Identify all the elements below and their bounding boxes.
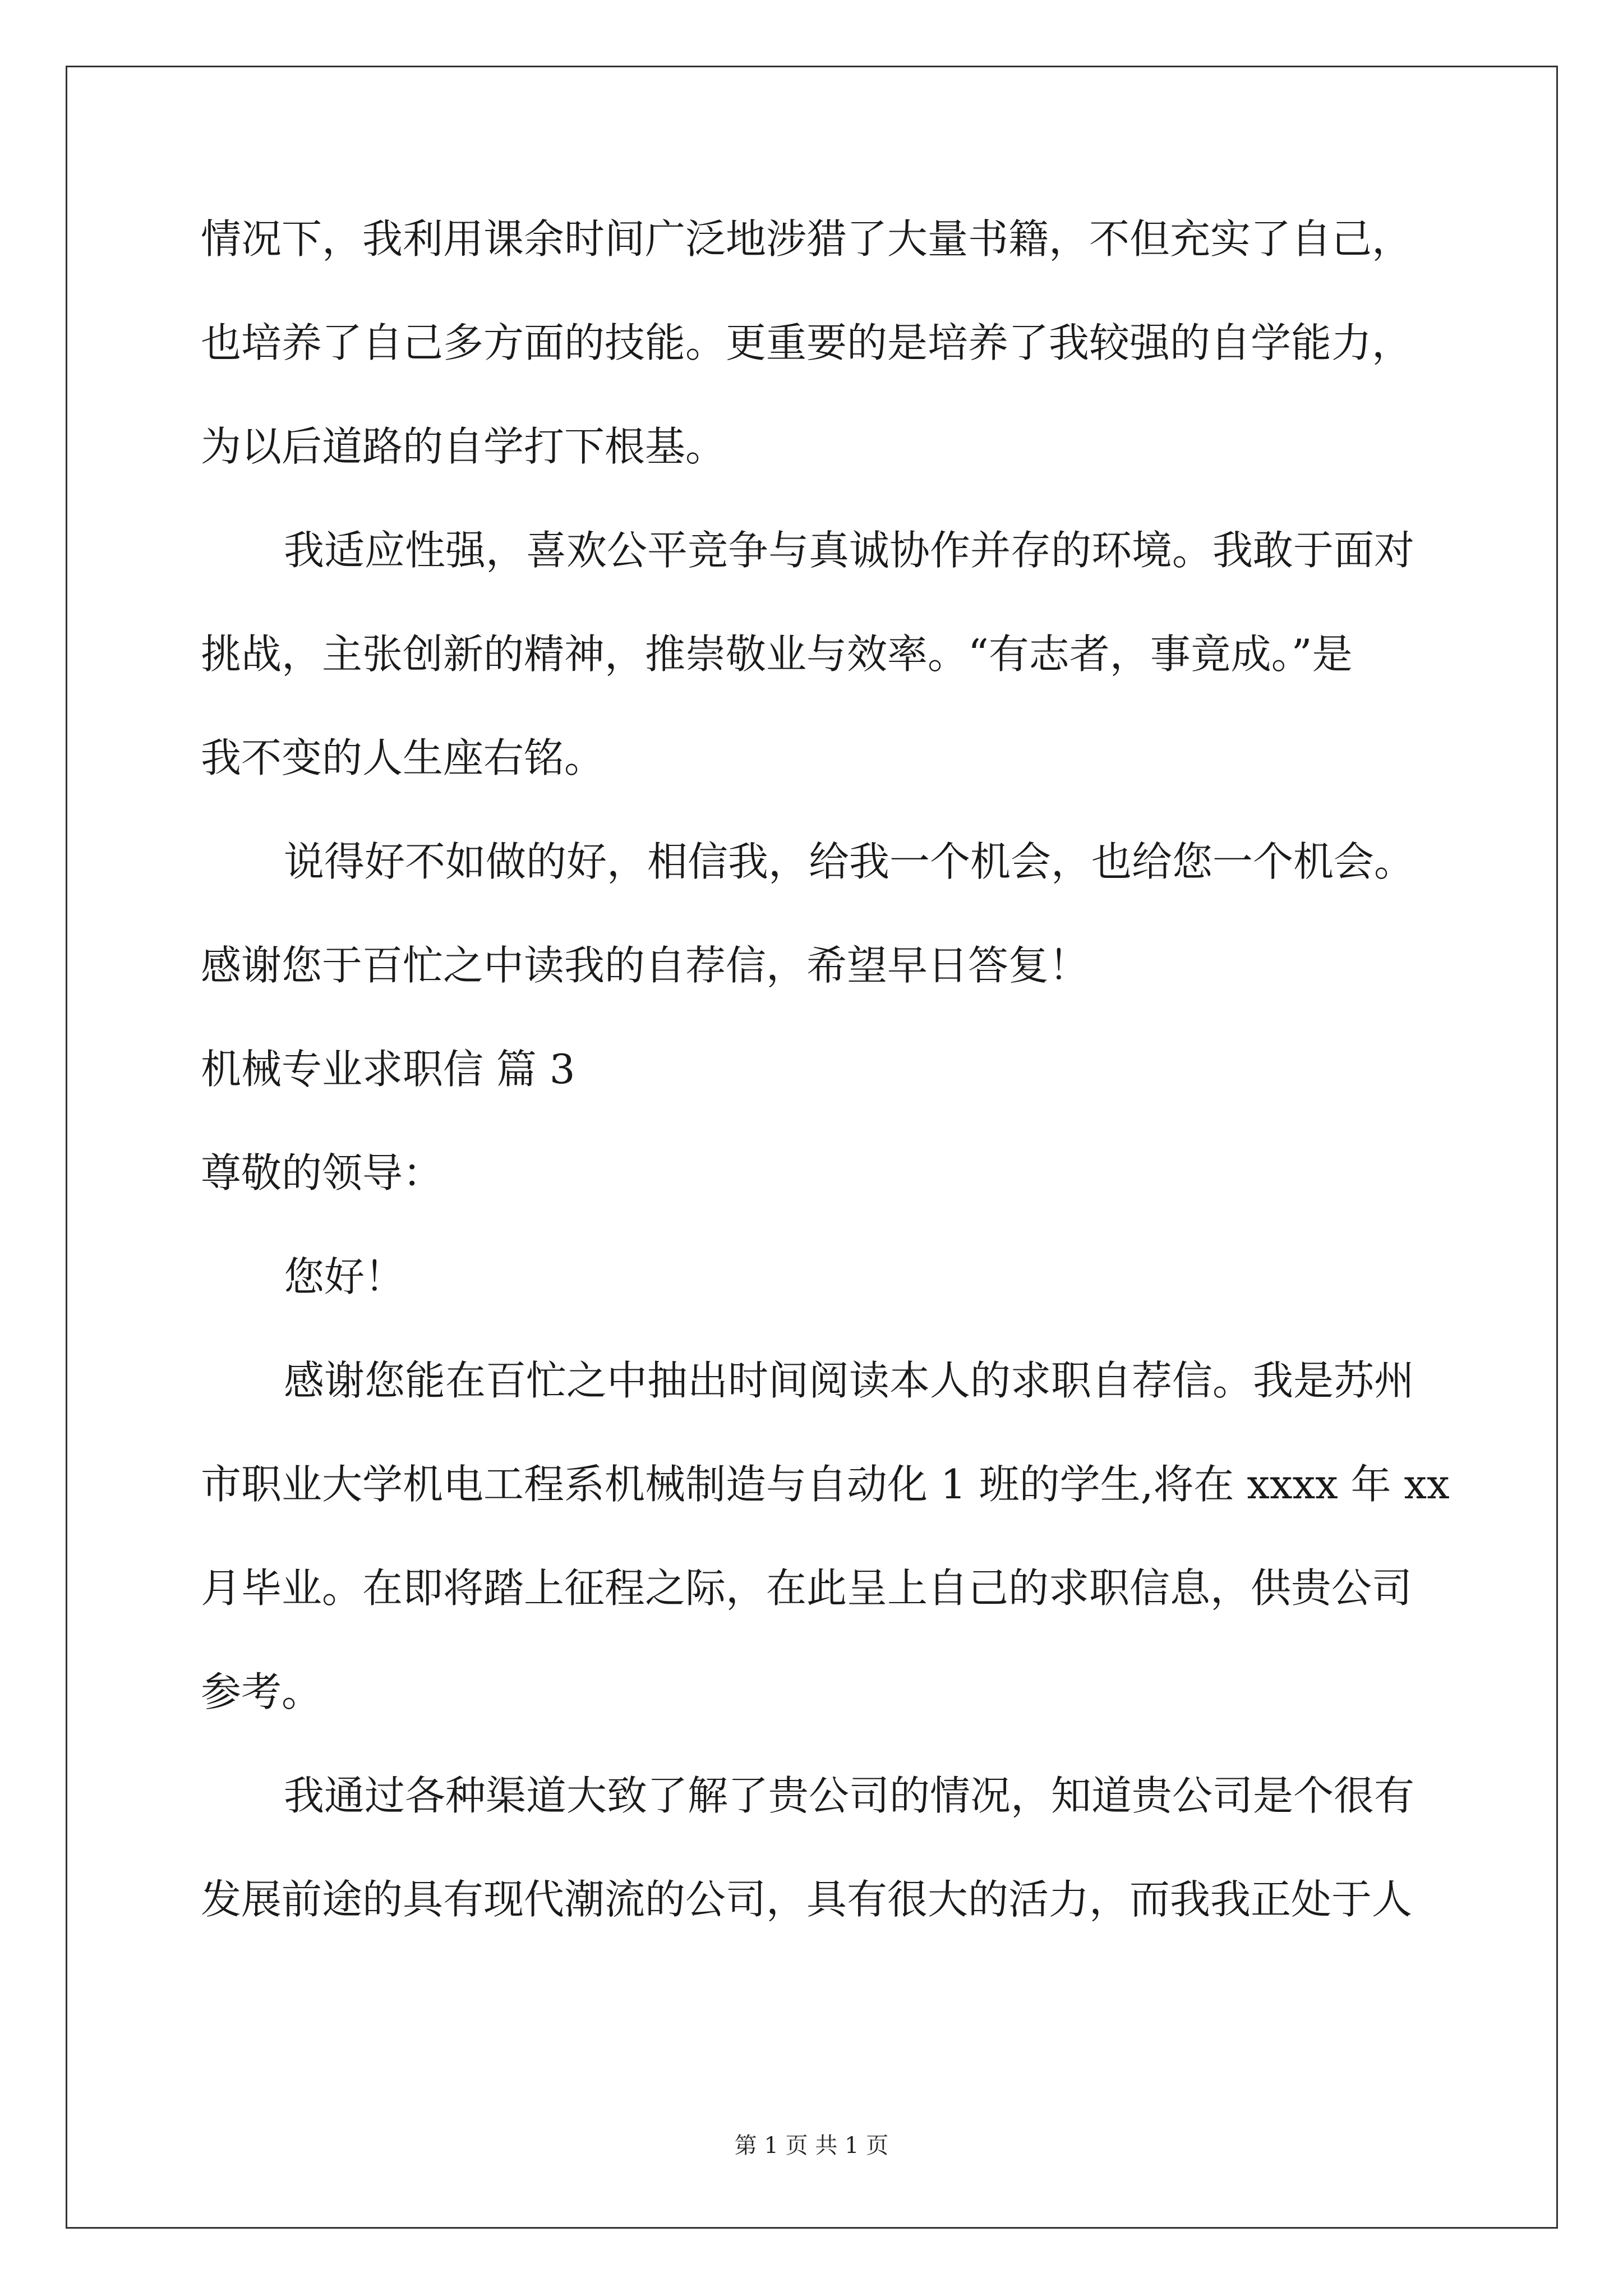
- paragraph-start: 我通过各种渠道大致了解了贵公司的情况，知道贵公司是个很有: [284, 1772, 1415, 1819]
- text-line: 发展前途的具有现代潮流的公司，具有很大的活力，而我我正处于人: [201, 1876, 1413, 1923]
- text-line: 月毕业。在即将踏上征程之际，在此呈上自己的求职信息，供贵公司: [201, 1565, 1413, 1612]
- section-heading: 机械专业求职信 篇 3: [201, 1046, 575, 1093]
- text-line: 市职业大学机电工程系机械制造与自动化 1 班的学生,将在 xxxx 年 xx: [201, 1461, 1450, 1508]
- text-line: 情况下，我利用课余时间广泛地涉猎了大量书籍，不但充实了自己，: [201, 215, 1413, 263]
- text-line: 也培养了自己多方面的技能。更重要的是培养了我较强的自学能力，: [201, 319, 1413, 366]
- text-line: 参考。: [201, 1668, 322, 1715]
- text-line: 为以后道路的自学打下根基。: [201, 423, 726, 470]
- paragraph-start: 感谢您能在百忙之中抽出时间阅读本人的求职自荐信。我是苏州: [284, 1357, 1415, 1404]
- paragraph-start: 说得好不如做的好，相信我，给我一个机会，也给您一个机会。: [284, 838, 1415, 885]
- text-line: 我不变的人生座右铭。: [201, 734, 605, 781]
- text-line: 感谢您于百忙之中读我的自荐信，希望早日答复！: [201, 942, 1090, 989]
- paragraph-start: 我适应性强，喜欢公平竞争与真诚协作并存的环境。我敢于面对: [284, 527, 1415, 574]
- page-footer: 第 1 页 共 1 页: [734, 2133, 889, 2159]
- greeting: 您好！: [284, 1253, 405, 1300]
- text-line: 挑战，主张创新的精神，推崇敬业与效率。“有志者，事竟成。”是: [201, 631, 1353, 678]
- salutation: 尊敬的领导：: [201, 1149, 444, 1197]
